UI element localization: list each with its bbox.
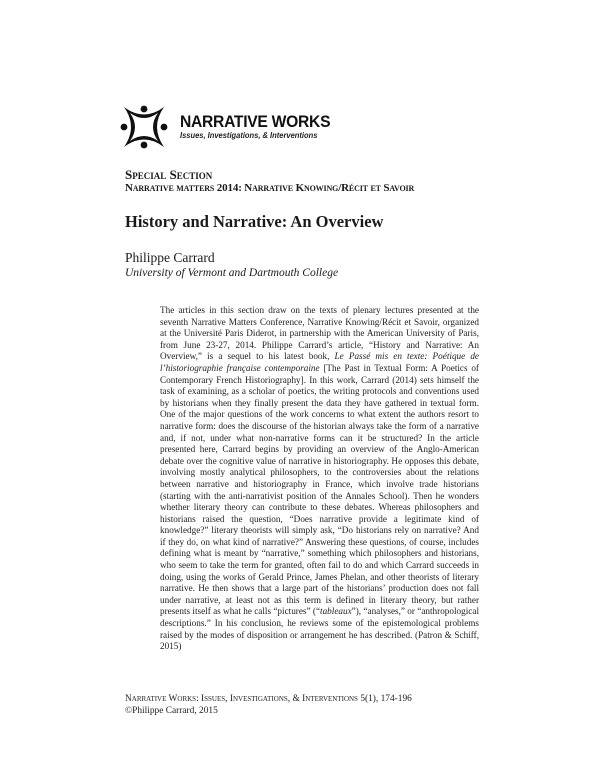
journal-logo-subtitle: Issues, Investigations, & Interventions: [180, 130, 318, 140]
article-title: History and Narrative: An Overview: [125, 212, 384, 231]
book-title: Le Passé mis en texte: Poétique de l’historiographie française contemporaine: [160, 351, 480, 373]
journal-logo: [120, 104, 343, 150]
section-label: Special Section: [125, 167, 213, 182]
author-name: Philippe Carrard: [125, 250, 215, 265]
abstract-paragraph: [160, 305, 479, 653]
abstract-text-3: ”), “analyses,” or “anthropological descriptions.” In his conclusion, he reviews some of the epistemological problems raised by the modes of disposition or arrangement he has described. (Patron & Schiff, 2015): [160, 606, 479, 652]
citation-line: [125, 694, 412, 706]
section-subtitle: Narrative matters 2014: Narrative Knowing/Récit et Savoir: [125, 182, 415, 194]
journal-logo-text: [180, 113, 343, 141]
narrative-works-figure-icon: [120, 104, 168, 150]
footer-volume-pages: 5(1), 174-196: [357, 694, 412, 704]
abstract-text-2: [The Past in Textual Form: A Poetics of Contemporary French Historiography]. In this work, Carrard (2014) sets himself the task of examining, as a scholar of poetics, the writing protocols and conventions used by historians when they finally present the data they have gathered in textual form. One of the major questions of the work concerns to what extent the authors resort to narrative form: does the discourse of the historian always take the form of a narrative and, if not, under what non-narrative forms can it be structured? In the article presented here, Carrard begins by providing an overview of the Anglo-American debate over the cognitive value of narrative in historiography. He opposes this debate, involving mostly analytical philosophers, to the controversies about the relations between narrative and historiography in France, which involve trade historians (starting with the anti-narrativist position of the Annales School). Then he wonders whether literary theory can contribute to these debates. Whereas philosophers and historians raised the question, “Does narrative provide a legitimate kind of knowledge?” literary theorists will simply ask, “Do historians rely on narrative? And if they do, on what kind of narrative?” Answering these questions, of course, includes defining what is meant by “narrative,” something which philosophers and historians, who seem to take the term for granted, often fail to do and which Carrard succeeds in doing, using the works of Gerald Prince, James Phelan, and other theorists of literary narrative. He then shows that a large part of the historians’ production does not fall under narrative, at least not as this term is defined in literary theory, but rather presents itself as what he calls “pictures” (“: [160, 362, 479, 617]
author-affiliation: University of Vermont and Dartmouth College: [125, 267, 339, 279]
copyright-line: ©Philippe Carrard, 2015: [125, 705, 218, 716]
abstract-text-1: The articles in this section draw on the texts of plenary lectures presented at the seventh Narrative Matters Conference, Narrative Knowing/Récit et Savoir, organized at the Université Paris Diderot, in partnership with the American University of Paris, from June 23-27, 2014. Philippe Carrard’s article, “History and Narrative: An Overview,” is a sequel to his latest book,: [160, 305, 479, 362]
journal-logo-title: NARRATIVE WORKS: [180, 112, 331, 131]
tableaux-term: tableaux: [320, 606, 352, 617]
page-footer: [125, 694, 412, 717]
footer-journal-name: Narrative Works: Issues, Investigations, & Interventions: [125, 694, 358, 704]
